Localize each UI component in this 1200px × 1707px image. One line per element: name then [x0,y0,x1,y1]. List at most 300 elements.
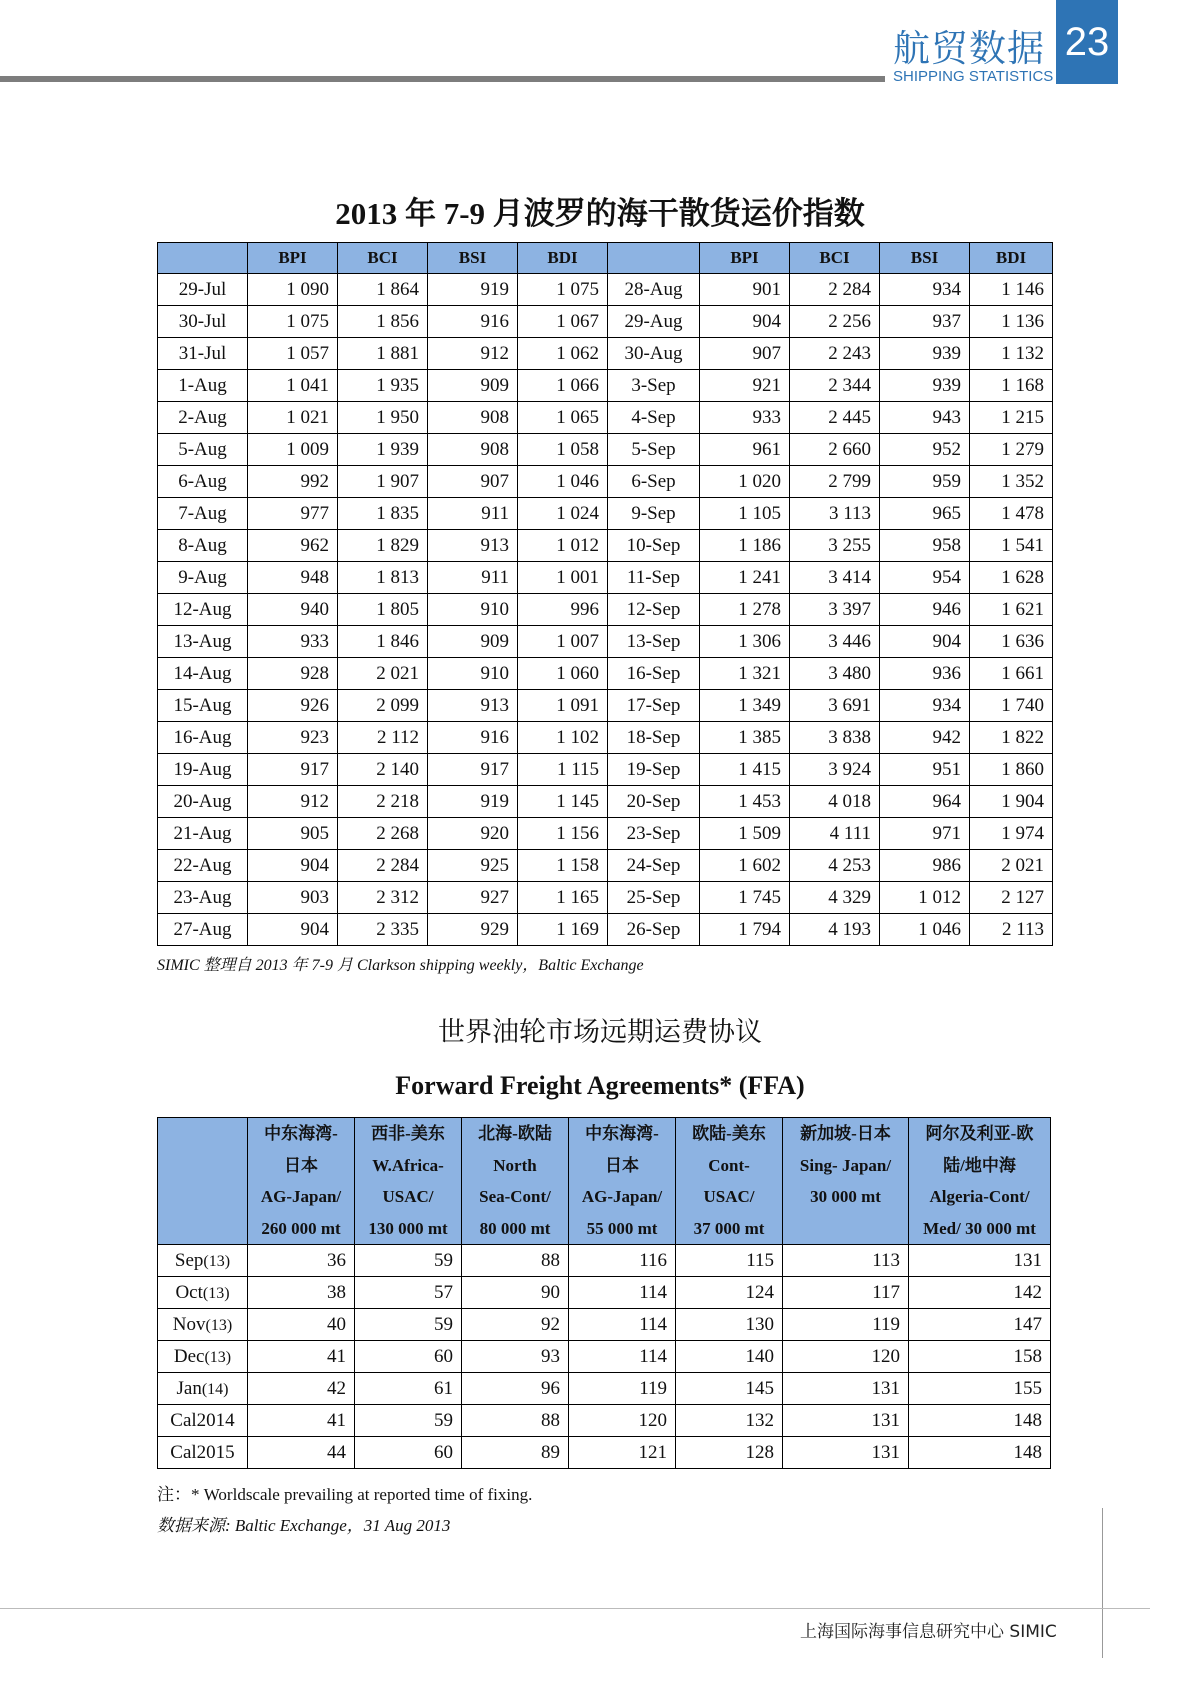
value-cell: 909 [428,626,518,658]
table-row [158,786,1053,818]
value-cell: 907 [428,466,518,498]
value-cell: 57 [355,1277,462,1309]
date-cell: 14-Aug [158,658,248,690]
date-cell: 2-Aug [158,402,248,434]
value-cell: 41 [248,1405,355,1437]
value-cell: 1 813 [338,562,428,594]
value-cell: 905 [248,818,338,850]
section-title-en: SHIPPING STATISTICS [893,68,1054,85]
value-cell: 119 [569,1373,676,1405]
table-row [158,274,1053,306]
value-cell: 1 829 [338,530,428,562]
value-cell: 954 [880,562,970,594]
value-cell: 44 [248,1437,355,1469]
value-cell: 965 [880,498,970,530]
value-cell: 1 950 [338,402,428,434]
date-cell: 23-Aug [158,882,248,914]
ffa-header-cell [909,1118,1051,1245]
date-cell: 24-Sep [608,850,700,882]
period-cell [158,1437,248,1469]
period-suffix: (13) [205,1316,233,1334]
date-cell: 5-Aug [158,434,248,466]
value-cell: 1 822 [970,722,1053,754]
value-cell: 1 058 [518,434,608,466]
value-cell: 921 [700,370,790,402]
value-cell: 908 [428,434,518,466]
value-cell: 4 111 [790,818,880,850]
date-cell: 1-Aug [158,370,248,402]
footer-rule [0,1608,1150,1609]
value-cell: 2 218 [338,786,428,818]
period-cell [158,1277,248,1309]
value-cell: 41 [248,1341,355,1373]
ffa-header-line: 日本 [284,1155,318,1175]
value-cell: 1 075 [518,274,608,306]
table-row [158,850,1053,882]
value-cell: 916 [428,722,518,754]
value-cell: 1 090 [248,274,338,306]
value-cell: 60 [355,1341,462,1373]
table-row [158,1437,1051,1469]
table-row [158,1373,1051,1405]
footer-vertical-rule [1102,1508,1103,1658]
ffa-header-line: Sea-Cont/ [479,1187,551,1206]
date-cell: 5-Sep [608,434,700,466]
value-cell: 1 385 [700,722,790,754]
table-row [158,1405,1051,1437]
value-cell: 1 935 [338,370,428,402]
bdi-header-cell: BPI [700,243,790,274]
date-cell: 26-Sep [608,914,700,946]
value-cell: 1 621 [970,594,1053,626]
value-cell: 1 115 [518,754,608,786]
value-cell: 2 312 [338,882,428,914]
table-row [158,370,1053,402]
value-cell: 958 [880,530,970,562]
period-cell [158,1405,248,1437]
value-cell: 940 [248,594,338,626]
ffa-header-line: 30 000 mt [810,1187,881,1206]
ffa-header-line: 西非-美东 [371,1124,445,1143]
value-cell: 2 284 [338,850,428,882]
ffa-header-line: 55 000 mt [586,1218,658,1238]
period-label: Cal2014 [170,1409,235,1431]
bdi-header-cell [608,243,700,274]
value-cell: 89 [462,1437,569,1469]
date-cell: 12-Aug [158,594,248,626]
value-cell: 142 [909,1277,1051,1309]
ffa-header-line: 欧陆-美东 [692,1124,766,1143]
ffa-header-line: 阿尔及利亚-欧 [925,1124,1034,1143]
ffa-header-line: 260 000 mt [261,1218,341,1238]
value-cell: 961 [700,434,790,466]
value-cell: 2 344 [790,370,880,402]
value-cell: 996 [518,594,608,626]
value-cell: 1 453 [700,786,790,818]
value-cell: 1 628 [970,562,1053,594]
value-cell: 1 024 [518,498,608,530]
value-cell: 3 446 [790,626,880,658]
value-cell: 926 [248,690,338,722]
date-cell: 19-Aug [158,754,248,786]
value-cell: 1 864 [338,274,428,306]
table-row [158,754,1053,786]
value-cell: 1 168 [970,370,1053,402]
value-cell: 901 [700,274,790,306]
value-cell: 907 [700,338,790,370]
date-cell: 19-Sep [608,754,700,786]
table-row [158,338,1053,370]
value-cell: 115 [676,1245,783,1277]
value-cell: 1 145 [518,786,608,818]
ffa-header-cell [248,1118,355,1245]
ffa-header-line: 130 000 mt [368,1218,448,1238]
bdi-table-title: 2013 年 7-9 月波罗的海干散货运价指数 [335,196,865,231]
value-cell: 1 805 [338,594,428,626]
ffa-header-cell [462,1118,569,1245]
value-cell: 904 [880,626,970,658]
value-cell: 1 740 [970,690,1053,722]
ffa-header-cell [676,1118,783,1245]
ffa-header-line: AG-Japan/ [581,1187,663,1206]
value-cell: 1 136 [970,306,1053,338]
value-cell: 959 [880,466,970,498]
value-cell: 88 [462,1405,569,1437]
date-cell: 16-Aug [158,722,248,754]
value-cell: 1 057 [248,338,338,370]
value-cell: 59 [355,1245,462,1277]
value-cell: 1 105 [700,498,790,530]
date-cell: 7-Aug [158,498,248,530]
value-cell: 1 156 [518,818,608,850]
ffa-header-cell [158,1118,248,1245]
date-cell: 20-Sep [608,786,700,818]
value-cell: 1 065 [518,402,608,434]
value-cell: 42 [248,1373,355,1405]
ffa-header-line: 中东海湾- [585,1124,659,1143]
section-title-cn: 航贸数据 [893,27,1045,70]
period-suffix: (13) [203,1252,231,1270]
value-cell: 946 [880,594,970,626]
value-cell: 913 [428,690,518,722]
table-row [158,1277,1051,1309]
value-cell: 910 [428,658,518,690]
value-cell: 59 [355,1309,462,1341]
table-row [158,882,1053,914]
value-cell: 920 [428,818,518,850]
ffa-table [157,1117,1051,1469]
date-cell: 13-Sep [608,626,700,658]
date-cell: 21-Aug [158,818,248,850]
bdi-header-cell: BDI [970,243,1053,274]
ffa-header-line: W.Africa- [372,1155,444,1175]
date-cell: 9-Aug [158,562,248,594]
value-cell: 130 [676,1309,783,1341]
value-cell: 92 [462,1309,569,1341]
value-cell: 909 [428,370,518,402]
date-cell: 12-Sep [608,594,700,626]
period-cell [158,1373,248,1405]
value-cell: 904 [248,850,338,882]
date-cell: 22-Aug [158,850,248,882]
value-cell: 1 009 [248,434,338,466]
value-cell: 1 478 [970,498,1053,530]
value-cell: 939 [880,370,970,402]
table-row [158,498,1053,530]
value-cell: 2 445 [790,402,880,434]
value-cell: 1 021 [248,402,338,434]
value-cell: 2 268 [338,818,428,850]
value-cell: 919 [428,786,518,818]
table-row [158,306,1053,338]
value-cell: 1 602 [700,850,790,882]
value-cell: 60 [355,1437,462,1469]
ffa-header-cell [569,1118,676,1245]
value-cell: 1 904 [970,786,1053,818]
period-suffix: (13) [202,1284,230,1302]
ffa-header-row [158,1118,1051,1245]
value-cell: 912 [428,338,518,370]
value-cell: 1 012 [518,530,608,562]
value-cell: 1 636 [970,626,1053,658]
value-cell: 116 [569,1245,676,1277]
value-cell: 911 [428,498,518,530]
value-cell: 2 112 [338,722,428,754]
value-cell: 1 067 [518,306,608,338]
value-cell: 114 [569,1341,676,1373]
ffa-header-line: North [493,1155,537,1175]
period-label: Nov [172,1313,206,1335]
footer-org: 上海国际海事信息研究中心 SIMIC [800,1622,1057,1642]
value-cell: 943 [880,402,970,434]
value-cell: 1 041 [248,370,338,402]
value-cell: 929 [428,914,518,946]
table-row [158,1309,1051,1341]
bdi-source-note: SIMIC 整理自 2013 年 7-9 月 Clarkson shipping weekly，Baltic Exchange [157,957,644,974]
value-cell: 2 140 [338,754,428,786]
value-cell: 1 132 [970,338,1053,370]
value-cell: 912 [248,786,338,818]
page-number: 23 [1056,0,1118,84]
value-cell: 2 335 [338,914,428,946]
value-cell: 113 [783,1245,909,1277]
date-cell: 4-Sep [608,402,700,434]
ffa-header-line: AG-Japan/ [260,1187,342,1206]
value-cell: 934 [880,274,970,306]
value-cell: 962 [248,530,338,562]
date-cell: 10-Sep [608,530,700,562]
date-cell: 6-Aug [158,466,248,498]
value-cell: 3 924 [790,754,880,786]
ffa-header-line: USAC/ [382,1187,434,1206]
ffa-header-line: 新加坡-日本 [800,1124,891,1143]
period-cell [158,1245,248,1277]
period-suffix: (13) [204,1348,232,1366]
value-cell: 2 113 [970,914,1053,946]
value-cell: 131 [783,1405,909,1437]
bdi-header-cell: BDI [518,243,608,274]
value-cell: 951 [880,754,970,786]
date-cell: 8-Aug [158,530,248,562]
period-label: Oct [175,1281,203,1303]
value-cell: 148 [909,1405,1051,1437]
table-row [158,402,1053,434]
date-cell: 23-Sep [608,818,700,850]
date-cell: 20-Aug [158,786,248,818]
value-cell: 2 284 [790,274,880,306]
value-cell: 1 060 [518,658,608,690]
value-cell: 121 [569,1437,676,1469]
value-cell: 927 [428,882,518,914]
ffa-header-line: Cont- [708,1155,750,1175]
value-cell: 61 [355,1373,462,1405]
value-cell: 1 146 [970,274,1053,306]
date-cell: 16-Sep [608,658,700,690]
value-cell: 38 [248,1277,355,1309]
value-cell: 3 414 [790,562,880,594]
bdi-header-cell [158,243,248,274]
ffa-header-line: 日本 [605,1155,639,1175]
value-cell: 942 [880,722,970,754]
value-cell: 1 046 [880,914,970,946]
ffa-title-cn: 世界油轮市场远期运费协议 [438,1017,762,1047]
value-cell: 1 846 [338,626,428,658]
value-cell: 1 278 [700,594,790,626]
date-cell: 28-Aug [608,274,700,306]
value-cell: 1 007 [518,626,608,658]
value-cell: 2 127 [970,882,1053,914]
value-cell: 140 [676,1341,783,1373]
value-cell: 1 541 [970,530,1053,562]
bdi-header-cell: BSI [428,243,518,274]
value-cell: 917 [428,754,518,786]
value-cell: 1 415 [700,754,790,786]
bdi-header-cell: BPI [248,243,338,274]
period-label: Dec [173,1345,205,1367]
value-cell: 1 062 [518,338,608,370]
value-cell: 928 [248,658,338,690]
value-cell: 1 881 [338,338,428,370]
value-cell: 1 012 [880,882,970,914]
value-cell: 117 [783,1277,909,1309]
value-cell: 155 [909,1373,1051,1405]
period-cell [158,1341,248,1373]
value-cell: 1 241 [700,562,790,594]
value-cell: 1 186 [700,530,790,562]
value-cell: 1 001 [518,562,608,594]
value-cell: 1 102 [518,722,608,754]
period-cell [158,1309,248,1341]
ffa-note: 注：* Worldscale prevailing at reported time of fixing. [157,1485,533,1504]
table-row [158,722,1053,754]
value-cell: 948 [248,562,338,594]
table-row [158,466,1053,498]
date-cell: 29-Aug [608,306,700,338]
value-cell: 59 [355,1405,462,1437]
value-cell: 992 [248,466,338,498]
ffa-title-en: Forward Freight Agreements* (FFA) [395,1071,805,1100]
period-suffix: (14) [201,1380,229,1398]
value-cell: 1 509 [700,818,790,850]
value-cell: 939 [880,338,970,370]
value-cell: 933 [700,402,790,434]
value-cell: 1 860 [970,754,1053,786]
value-cell: 3 480 [790,658,880,690]
value-cell: 4 018 [790,786,880,818]
value-cell: 145 [676,1373,783,1405]
bdi-header-cell: BCI [790,243,880,274]
bdi-header-row [158,243,1053,274]
value-cell: 904 [700,306,790,338]
date-cell: 30-Aug [608,338,700,370]
value-cell: 933 [248,626,338,658]
value-cell: 90 [462,1277,569,1309]
value-cell: 1 856 [338,306,428,338]
value-cell: 986 [880,850,970,882]
table-row [158,562,1053,594]
value-cell: 952 [880,434,970,466]
value-cell: 1 974 [970,818,1053,850]
value-cell: 1 020 [700,466,790,498]
date-cell: 18-Sep [608,722,700,754]
table-row [158,434,1053,466]
value-cell: 1 066 [518,370,608,402]
value-cell: 131 [783,1437,909,1469]
value-cell: 2 099 [338,690,428,722]
ffa-header-line: 37 000 mt [693,1218,765,1238]
value-cell: 911 [428,562,518,594]
value-cell: 1 158 [518,850,608,882]
value-cell: 131 [783,1373,909,1405]
value-cell: 964 [880,786,970,818]
table-row [158,914,1053,946]
value-cell: 934 [880,690,970,722]
value-cell: 1 279 [970,434,1053,466]
date-cell: 9-Sep [608,498,700,530]
value-cell: 916 [428,306,518,338]
value-cell: 1 075 [248,306,338,338]
value-cell: 925 [428,850,518,882]
value-cell: 937 [880,306,970,338]
value-cell: 923 [248,722,338,754]
date-cell: 11-Sep [608,562,700,594]
value-cell: 3 691 [790,690,880,722]
bdi-header-cell: BCI [338,243,428,274]
value-cell: 2 243 [790,338,880,370]
value-cell: 2 021 [338,658,428,690]
date-cell: 29-Jul [158,274,248,306]
value-cell: 88 [462,1245,569,1277]
ffa-header-cell [355,1118,462,1245]
date-cell: 3-Sep [608,370,700,402]
value-cell: 147 [909,1309,1051,1341]
ffa-header-line: USAC/ [703,1187,755,1206]
date-cell: 6-Sep [608,466,700,498]
table-row [158,594,1053,626]
value-cell: 1 091 [518,690,608,722]
value-cell: 124 [676,1277,783,1309]
value-cell: 1 907 [338,466,428,498]
value-cell: 96 [462,1373,569,1405]
value-cell: 119 [783,1309,909,1341]
value-cell: 1 835 [338,498,428,530]
value-cell: 904 [248,914,338,946]
value-cell: 148 [909,1437,1051,1469]
table-row [158,1245,1051,1277]
bdi-table [157,242,1053,946]
value-cell: 131 [909,1245,1051,1277]
value-cell: 3 838 [790,722,880,754]
